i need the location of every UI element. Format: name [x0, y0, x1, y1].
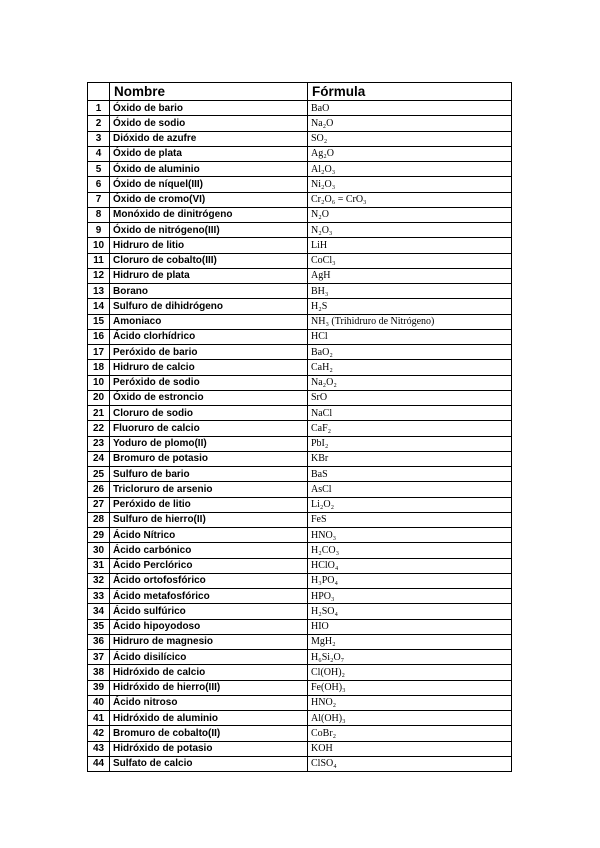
compound-formula: Al(OH)₃: [308, 711, 512, 726]
compound-formula: CoCl₃: [308, 253, 512, 268]
compound-name: Sulfuro de hierro(II): [110, 512, 308, 527]
row-number: 12: [88, 268, 110, 283]
compound-name: Ácido Nítrico: [110, 528, 308, 543]
compound-name: Ácido metafosfórico: [110, 589, 308, 604]
row-number: 31: [88, 558, 110, 573]
compound-formula: HCl: [308, 329, 512, 344]
compound-formula: BaO: [308, 101, 512, 116]
compound-formula: NaCl: [308, 406, 512, 421]
table-row: [88, 162, 512, 177]
table-row: [88, 329, 512, 344]
row-number: 39: [88, 680, 110, 695]
compound-formula: AgH: [308, 268, 512, 283]
compound-formula: Li₂O₂: [308, 497, 512, 512]
compound-name: Bromuro de cobalto(II): [110, 726, 308, 741]
table-row: [88, 589, 512, 604]
table-row: [88, 528, 512, 543]
row-number: 5: [88, 162, 110, 177]
compound-formula: CaF₂: [308, 421, 512, 436]
table-row: [88, 741, 512, 756]
table-row: [88, 223, 512, 238]
row-number: 35: [88, 619, 110, 634]
table-row: [88, 284, 512, 299]
compound-formula: H₂CO₃: [308, 543, 512, 558]
table-row: [88, 665, 512, 680]
compound-name: Monóxido de dinitrógeno: [110, 207, 308, 222]
table-row: [88, 558, 512, 573]
compound-name: Óxido de bario: [110, 101, 308, 116]
row-number: 10: [88, 238, 110, 253]
row-number: 11: [88, 253, 110, 268]
row-number: 33: [88, 589, 110, 604]
row-number: 4: [88, 146, 110, 161]
compound-name: Hidróxido de potasio: [110, 741, 308, 756]
compound-formula: H₂SO₄: [308, 604, 512, 619]
row-number: 17: [88, 345, 110, 360]
compound-name: Sulfato de calcio: [110, 756, 308, 771]
row-number: 16: [88, 329, 110, 344]
row-number: 40: [88, 695, 110, 710]
row-number: 24: [88, 451, 110, 466]
table-row: [88, 207, 512, 222]
row-number: 29: [88, 528, 110, 543]
compound-name: Hidróxido de aluminio: [110, 711, 308, 726]
table-row: [88, 253, 512, 268]
compound-name: Óxido de plata: [110, 146, 308, 161]
row-number: 27: [88, 497, 110, 512]
compound-name: Óxido de estroncio: [110, 390, 308, 405]
row-number: 34: [88, 604, 110, 619]
compound-formula: HIO: [308, 619, 512, 634]
compound-name: Óxido de níquel(III): [110, 177, 308, 192]
compound-formula: H₂S: [308, 299, 512, 314]
table-row: [88, 146, 512, 161]
compound-formula: N₂O₃: [308, 223, 512, 238]
row-number: 44: [88, 756, 110, 771]
compound-formula: Al₂O₃: [308, 162, 512, 177]
row-number: 6: [88, 177, 110, 192]
compound-name: Hidróxido de calcio: [110, 665, 308, 680]
table-row: [88, 131, 512, 146]
row-number: 3: [88, 131, 110, 146]
table-row: [88, 695, 512, 710]
compound-formula: BaS: [308, 467, 512, 482]
table-row: [88, 604, 512, 619]
compound-name: Fluoruro de calcio: [110, 421, 308, 436]
compound-formula: HNO₃: [308, 528, 512, 543]
compound-name: Óxido de aluminio: [110, 162, 308, 177]
table-row: [88, 680, 512, 695]
compound-formula: CaH₂: [308, 360, 512, 375]
compound-name: Hidruro de litio: [110, 238, 308, 253]
compound-formula: N₂O: [308, 207, 512, 222]
table-row: [88, 101, 512, 116]
table-row: [88, 512, 512, 527]
compound-formula: Na₂O₂: [308, 375, 512, 390]
compound-name: Sulfuro de dihidrógeno: [110, 299, 308, 314]
compound-formula: Cr₂O₆ = CrO₃: [308, 192, 512, 207]
compound-formula: SO₂: [308, 131, 512, 146]
compound-formula: AsCl: [308, 482, 512, 497]
compound-name: Ácido ortofosfórico: [110, 573, 308, 588]
compound-name: Ácido carbónico: [110, 543, 308, 558]
row-number: 28: [88, 512, 110, 527]
row-number: 14: [88, 299, 110, 314]
table-row: [88, 421, 512, 436]
row-number: 41: [88, 711, 110, 726]
table-row: [88, 299, 512, 314]
table-row: [88, 360, 512, 375]
table-row: [88, 268, 512, 283]
compound-formula: FeS: [308, 512, 512, 527]
row-number: 13: [88, 284, 110, 299]
table-row: [88, 238, 512, 253]
table-row: [88, 573, 512, 588]
compound-formula: HNO₂: [308, 695, 512, 710]
compound-formula: SrO: [308, 390, 512, 405]
table-row: [88, 116, 512, 131]
row-number: 9: [88, 223, 110, 238]
row-number: 37: [88, 650, 110, 665]
compound-name: Peróxido de sodio: [110, 375, 308, 390]
table-row: [88, 482, 512, 497]
compound-formula: Na₂O: [308, 116, 512, 131]
table-header-row: [88, 83, 512, 101]
compound-formula: BaO₂: [308, 345, 512, 360]
compound-name: Peróxido de litio: [110, 497, 308, 512]
table-row: [88, 726, 512, 741]
table-row: [88, 192, 512, 207]
row-number: 25: [88, 467, 110, 482]
compound-name: Ácido sulfúrico: [110, 604, 308, 619]
compound-formula: CoBr₂: [308, 726, 512, 741]
row-number: 10: [88, 375, 110, 390]
row-number: 30: [88, 543, 110, 558]
compound-name: Amoniaco: [110, 314, 308, 329]
table-row: [88, 451, 512, 466]
compound-name: Sulfuro de bario: [110, 467, 308, 482]
row-number: 7: [88, 192, 110, 207]
compound-formula: Fe(OH)₃: [308, 680, 512, 695]
row-number: 8: [88, 207, 110, 222]
row-number: 15: [88, 314, 110, 329]
header-formula: Fórmula: [308, 83, 512, 101]
row-number: 23: [88, 436, 110, 451]
compound-formula: KOH: [308, 741, 512, 756]
compound-name: Hidróxido de hierro(III): [110, 680, 308, 695]
compound-formula: H₃PO₄: [308, 573, 512, 588]
compound-name: Hidruro de plata: [110, 268, 308, 283]
header-name: Nombre: [110, 83, 308, 101]
compound-name: Cloruro de cobalto(III): [110, 253, 308, 268]
table-row: [88, 390, 512, 405]
compound-formula: NH₃ (Trihidruro de Nitrógeno): [308, 314, 512, 329]
table-row: [88, 314, 512, 329]
compound-formula: H₆Si₂O₇: [308, 650, 512, 665]
table-row: [88, 375, 512, 390]
table-row: [88, 177, 512, 192]
compound-name: Ácido disilícico: [110, 650, 308, 665]
row-number: 2: [88, 116, 110, 131]
compound-formula: ClSO₄: [308, 756, 512, 771]
compound-name: Óxido de sodio: [110, 116, 308, 131]
compound-name: Ácido Perclórico: [110, 558, 308, 573]
table-row: [88, 756, 512, 771]
compound-name: Peróxido de bario: [110, 345, 308, 360]
compound-formula: Cl(OH)₂: [308, 665, 512, 680]
compound-formula: Ni₂O₃: [308, 177, 512, 192]
row-number: 43: [88, 741, 110, 756]
row-number: 38: [88, 665, 110, 680]
compound-formula: LiH: [308, 238, 512, 253]
compound-name: Ácido clorhídrico: [110, 329, 308, 344]
compound-name: Cloruro de sodio: [110, 406, 308, 421]
row-number: 21: [88, 406, 110, 421]
compound-name: Hidruro de calcio: [110, 360, 308, 375]
row-number: 20: [88, 390, 110, 405]
table-row: [88, 406, 512, 421]
compound-formula: PbI₂: [308, 436, 512, 451]
compound-name: Hidruro de magnesio: [110, 634, 308, 649]
compound-name: Óxido de nitrógeno(III): [110, 223, 308, 238]
compound-formula: HClO₄: [308, 558, 512, 573]
table-row: [88, 634, 512, 649]
compound-formula: MgH₂: [308, 634, 512, 649]
compound-formula: Ag₂O: [308, 146, 512, 161]
row-number: 18: [88, 360, 110, 375]
row-number: 26: [88, 482, 110, 497]
compound-name: Dióxido de azufre: [110, 131, 308, 146]
row-number: 32: [88, 573, 110, 588]
table-row: [88, 497, 512, 512]
row-number: 42: [88, 726, 110, 741]
header-number: [88, 83, 110, 101]
table-row: [88, 650, 512, 665]
table-row: [88, 467, 512, 482]
table-row: [88, 436, 512, 451]
row-number: 22: [88, 421, 110, 436]
compound-formula: KBr: [308, 451, 512, 466]
compound-name: Yoduro de plomo(II): [110, 436, 308, 451]
compounds-table: [87, 82, 512, 772]
compound-name: Borano: [110, 284, 308, 299]
compound-formula: BH₃: [308, 284, 512, 299]
table-row: [88, 345, 512, 360]
table-row: [88, 711, 512, 726]
row-number: 36: [88, 634, 110, 649]
compound-name: Tricloruro de arsenio: [110, 482, 308, 497]
compound-formula: HPO₃: [308, 589, 512, 604]
table-body: [88, 101, 512, 772]
row-number: 1: [88, 101, 110, 116]
compound-name: Óxido de cromo(VI): [110, 192, 308, 207]
compound-name: Ácido nitroso: [110, 695, 308, 710]
compound-name: Bromuro de potasio: [110, 451, 308, 466]
table-row: [88, 619, 512, 634]
table-row: [88, 543, 512, 558]
compound-name: Ácido hipoyodoso: [110, 619, 308, 634]
